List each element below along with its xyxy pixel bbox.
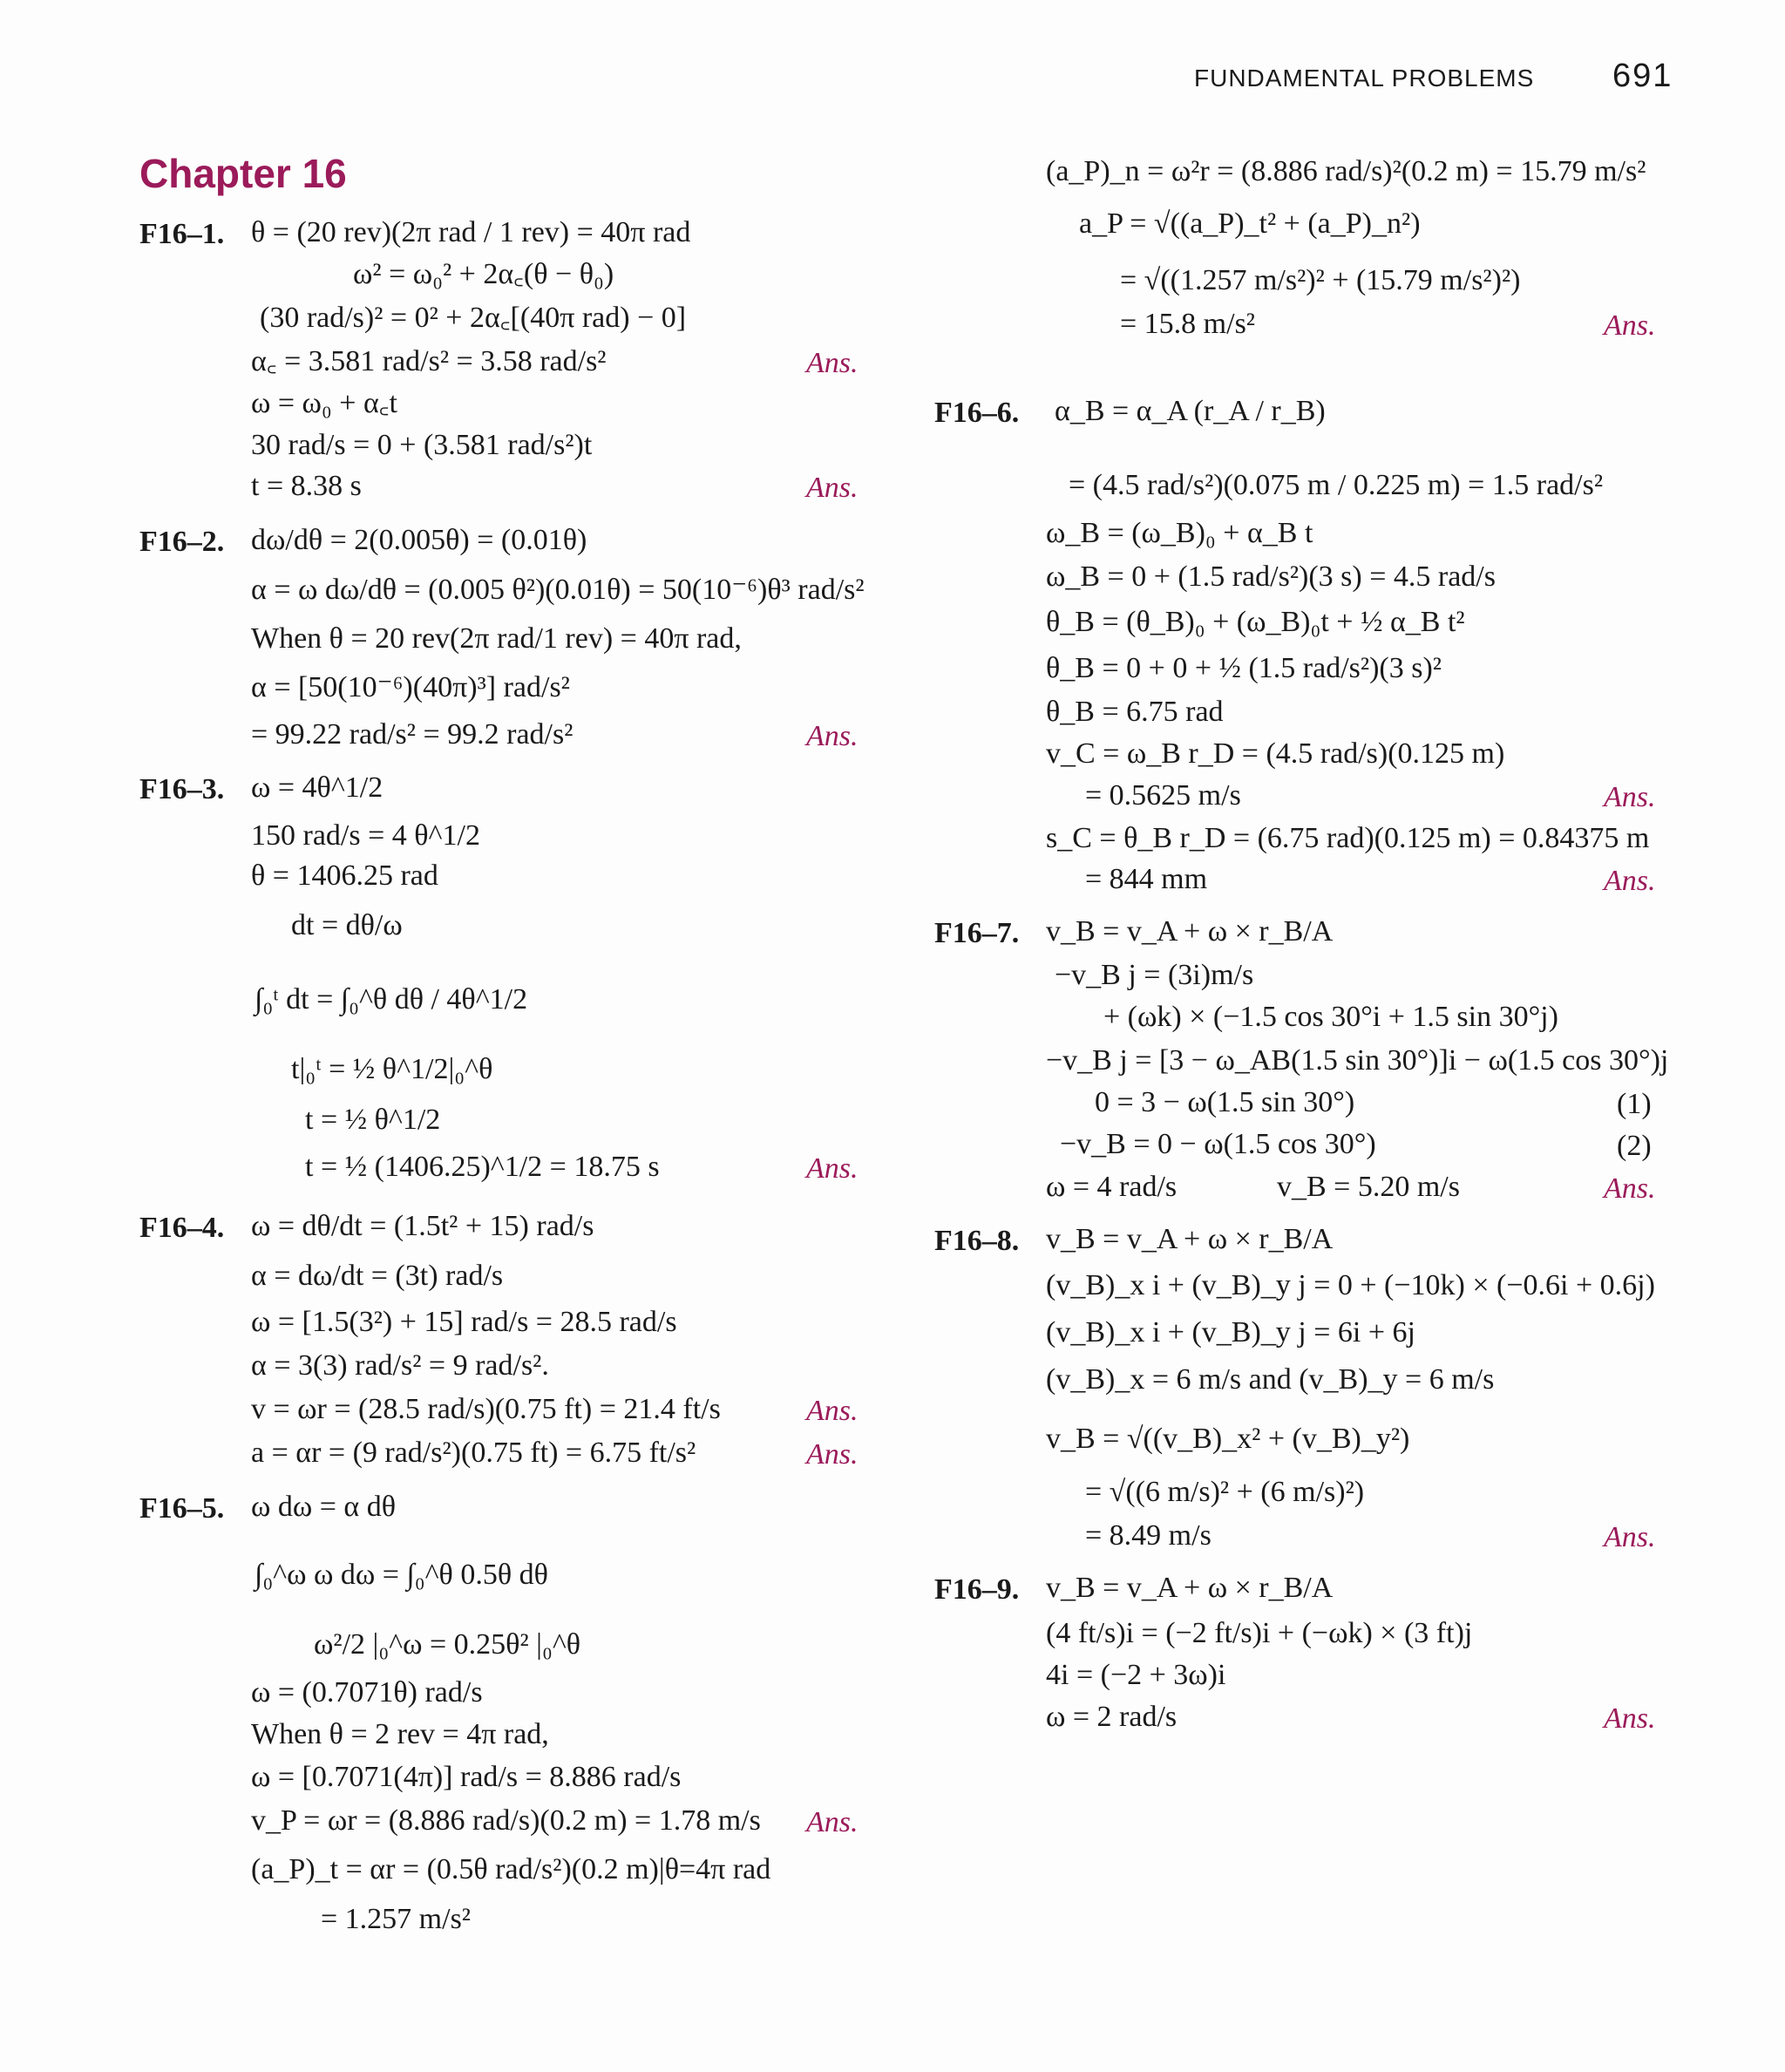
- equation-line: θ = 1406.25 rad: [251, 859, 438, 892]
- equation-line: = 1.257 m/s²: [321, 1903, 471, 1935]
- equation-line: dt = dθ/ω: [291, 909, 403, 941]
- page-number: 691: [1612, 58, 1673, 94]
- equation-line: t|₀ᵗ = ½ θ^1/2|₀^θ: [291, 1053, 493, 1085]
- equation-line: a = αr = (9 rad/s²)(0.75 ft) = 6.75 ft/s²: [251, 1437, 696, 1469]
- equation-line: 4i = (−2 + 3ω)i: [1046, 1659, 1226, 1691]
- answer-label: Ans.: [1604, 865, 1656, 897]
- equation-line: α_B = α_A (r_A / r_B): [1055, 395, 1326, 427]
- running-head: FUNDAMENTAL PROBLEMS: [1194, 65, 1535, 92]
- problem-number: F16–3.: [139, 773, 225, 805]
- equation-line: = (4.5 rad/s²)(0.075 m / 0.225 m) = 1.5 rad/s²: [1069, 469, 1604, 501]
- equation-line: v_B = √((v_B)_x² + (v_B)_y²): [1046, 1423, 1410, 1455]
- equation-line: dω/dθ = 2(0.005θ) = (0.01θ): [251, 524, 587, 556]
- equation-line: ω dω = α dθ: [251, 1491, 397, 1523]
- equation-line: 30 rad/s = 0 + (3.581 rad/s²)t: [251, 429, 593, 461]
- problem-number: F16–2.: [139, 526, 225, 558]
- equation-line: v_B = v_A + ω × r_B/A: [1046, 1572, 1334, 1604]
- equation-line: = 99.22 rad/s² = 99.2 rad/s²: [251, 718, 574, 751]
- equation-line: t = ½ θ^1/2: [305, 1104, 441, 1136]
- equation-line: (v_B)_x i + (v_B)_y j = 0 + (−10k) × (−0.6i + 0.6j): [1046, 1269, 1655, 1301]
- equation-line: (v_B)_x i + (v_B)_y j = 6i + 6j: [1046, 1316, 1415, 1348]
- equation-line: When θ = 20 rev(2π rad/1 rev) = 40π rad,: [251, 622, 742, 655]
- problem-number: F16–9.: [934, 1573, 1020, 1606]
- equation-line: ω = (0.7071θ) rad/s: [251, 1676, 483, 1709]
- equation-line: α꜀ = 3.581 rad/s² = 3.58 rad/s²: [251, 345, 607, 377]
- equation-tag: (2): [1617, 1130, 1652, 1162]
- equation-line: ∫₀ᵗ dt = ∫₀^θ dθ / 4θ^1/2: [255, 983, 528, 1016]
- answer-label: Ans.: [806, 1395, 859, 1427]
- equation-line: v_B = v_A + ω × r_B/A: [1046, 1223, 1334, 1255]
- equation-line: ω = [0.7071(4π)] rad/s = 8.886 rad/s: [251, 1761, 682, 1793]
- equation-line: = √((1.257 m/s²)² + (15.79 m/s²)²): [1120, 264, 1521, 296]
- equation-line: −v_B = 0 − ω(1.5 cos 30°): [1060, 1128, 1376, 1160]
- equation-line: ω = 4θ^1/2: [251, 771, 383, 804]
- equation-line: ω = 2 rad/s: [1046, 1701, 1178, 1733]
- equation-line: = 15.8 m/s²: [1120, 308, 1255, 340]
- equation-line: ω = dθ/dt = (1.5t² + 15) rad/s: [251, 1210, 594, 1242]
- equation-line: α = dω/dt = (3t) rad/s: [251, 1260, 504, 1292]
- equation-line: α = ω dω/dθ = (0.005 θ²)(0.01θ) = 50(10⁻⁶)θ³ rad/s²: [251, 574, 865, 606]
- equation-line: (a_P)_n = ω²r = (8.886 rad/s)²(0.2 m) = 15.79 m/s²: [1046, 155, 1646, 187]
- equation-line: = 0.5625 m/s: [1085, 779, 1241, 812]
- equation-line: θ_B = 0 + 0 + ½ (1.5 rad/s²)(3 s)²: [1046, 652, 1442, 684]
- equation-line: 150 rad/s = 4 θ^1/2: [251, 819, 480, 852]
- answer-label: Ans.: [1604, 309, 1656, 342]
- answer-label: Ans.: [806, 472, 859, 504]
- problem-number: F16–7.: [934, 917, 1020, 949]
- equation-line: + (ωk) × (−1.5 cos 30°i + 1.5 sin 30°j): [1103, 1001, 1558, 1033]
- equation-line: (30 rad/s)² = 0² + 2α꜀[(40π rad) − 0]: [260, 302, 687, 334]
- equation-line: 0 = 3 − ω(1.5 sin 30°): [1095, 1086, 1355, 1118]
- problem-number: F16–6.: [934, 397, 1020, 429]
- equation-line: ω = 4 rad/s: [1046, 1171, 1178, 1203]
- equation-line: θ_B = 6.75 rad: [1046, 696, 1224, 728]
- equation-line: ω_B = (ω_B)₀ + α_B t: [1046, 517, 1313, 549]
- problem-number: F16–4.: [139, 1212, 225, 1244]
- equation-line: α = [50(10⁻⁶)(40π)³] rad/s²: [251, 671, 570, 703]
- equation-line: θ_B = (θ_B)₀ + (ω_B)₀t + ½ α_B t²: [1046, 606, 1465, 638]
- problem-number: F16–1.: [139, 218, 225, 250]
- equation-line: ω = ω₀ + α꜀t: [251, 387, 397, 419]
- answer-label: Ans.: [806, 1438, 859, 1471]
- equation-line: = 844 mm: [1085, 863, 1208, 895]
- equation-line: v_B = 5.20 m/s: [1277, 1171, 1460, 1203]
- chapter-title: Chapter 16: [139, 151, 347, 196]
- answer-label: Ans.: [806, 720, 859, 752]
- equation-line: α = 3(3) rad/s² = 9 rad/s².: [251, 1349, 549, 1382]
- equation-line: v_P = ωr = (8.886 rad/s)(0.2 m) = 1.78 m/s: [251, 1804, 761, 1837]
- equation-line: ω²/2 |₀^ω = 0.25θ² |₀^θ: [314, 1628, 581, 1661]
- answer-label: Ans.: [1604, 1702, 1656, 1735]
- equation-line: v = ωr = (28.5 rad/s)(0.75 ft) = 21.4 ft/s: [251, 1393, 721, 1425]
- equation-line: (a_P)_t = αr = (0.5θ rad/s²)(0.2 m)|θ=4π rad: [251, 1853, 771, 1885]
- equation-line: ω_B = 0 + (1.5 rad/s²)(3 s) = 4.5 rad/s: [1046, 560, 1496, 593]
- equation-line: v_B = v_A + ω × r_B/A: [1046, 915, 1334, 948]
- problem-number: F16–5.: [139, 1492, 225, 1525]
- equation-line: a_P = √((a_P)_t² + (a_P)_n²): [1079, 207, 1421, 240]
- answer-label: Ans.: [1604, 1172, 1656, 1205]
- equation-line: ω = [1.5(3²) + 15] rad/s = 28.5 rad/s: [251, 1306, 677, 1338]
- equation-line: t = 8.38 s: [251, 470, 362, 502]
- equation-line: s_C = θ_B r_D = (6.75 rad)(0.125 m) = 0.84375 m: [1046, 822, 1650, 854]
- equation-line: ω² = ω₀² + 2α꜀(θ − θ₀): [353, 258, 614, 290]
- equation-tag: (1): [1617, 1088, 1652, 1120]
- equation-line: = 8.49 m/s: [1085, 1519, 1211, 1552]
- answer-label: Ans.: [1604, 781, 1656, 813]
- problem-number: F16–8.: [934, 1225, 1020, 1257]
- answer-label: Ans.: [806, 1152, 859, 1185]
- equation-line: v_C = ω_B r_D = (4.5 rad/s)(0.125 m): [1046, 737, 1505, 770]
- equation-line: θ = (20 rev)(2π rad / 1 rev) = 40π rad: [251, 216, 691, 248]
- equation-line: ∫₀^ω ω dω = ∫₀^θ 0.5θ dθ: [255, 1559, 548, 1591]
- equation-line: −v_B j = [3 − ω_AB(1.5 sin 30°)]i − ω(1.5 cos 30°)j: [1046, 1044, 1669, 1077]
- equation-line: (v_B)_x = 6 m/s and (v_B)_y = 6 m/s: [1046, 1363, 1495, 1396]
- equation-line: When θ = 2 rev = 4π rad,: [251, 1718, 549, 1750]
- equation-line: (4 ft/s)i = (−2 ft/s)i + (−ωk) × (3 ft)j: [1046, 1617, 1473, 1649]
- answer-label: Ans.: [806, 347, 859, 379]
- answer-label: Ans.: [806, 1806, 859, 1838]
- equation-line: −v_B j = (3i)m/s: [1055, 959, 1254, 991]
- equation-line: = √((6 m/s)² + (6 m/s)²): [1085, 1476, 1365, 1508]
- answer-label: Ans.: [1604, 1521, 1656, 1553]
- equation-line: t = ½ (1406.25)^1/2 = 18.75 s: [305, 1151, 660, 1183]
